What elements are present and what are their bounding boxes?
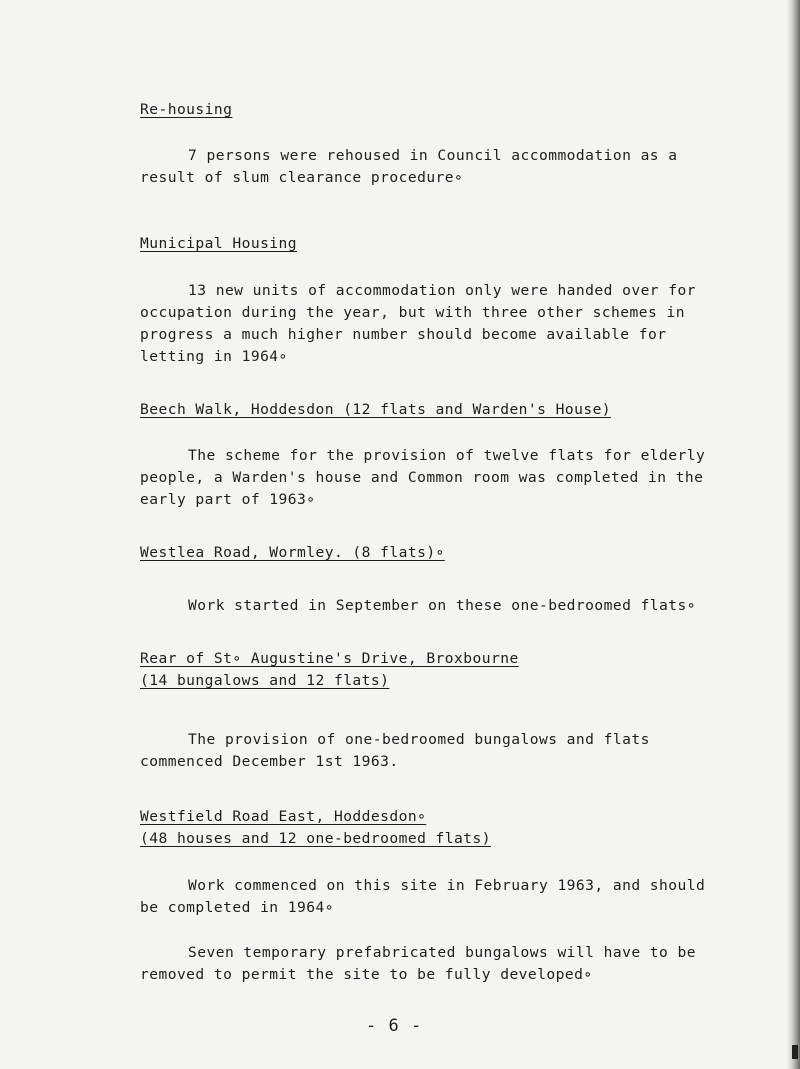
paragraph-line: 13 new units of accommodation only were handed over for — [188, 282, 696, 299]
paragraph-line: Work started in September on these one-bedroomed flats∘ — [188, 597, 696, 614]
scan-edge-shadow — [786, 0, 800, 1069]
heading-re-housing: Re-housing — [140, 101, 233, 118]
heading-municipal-housing: Municipal Housing — [140, 235, 298, 252]
paragraph-line: progress a much higher number should become available for — [140, 326, 667, 343]
paragraph-line: commenced December 1st 1963. — [140, 753, 399, 770]
heading-westfield-road-east-sub: (48 houses and 12 one-bedroomed flats) — [140, 830, 491, 847]
heading-westfield-road-east: Westfield Road East, Hoddesdon∘ — [140, 808, 427, 825]
paragraph-line: result of slum clearance procedure∘ — [140, 169, 464, 186]
paragraph-line: removed to permit the site to be fully developed∘ — [140, 966, 593, 983]
paragraph-line: be completed in 1964∘ — [140, 899, 334, 916]
page-number: - 6 - — [366, 1016, 423, 1036]
scan-edge-mark — [792, 1045, 798, 1059]
paragraph-line: The scheme for the provision of twelve flats for elderly — [188, 447, 706, 464]
paragraph-line: early part of 1963∘ — [140, 491, 316, 508]
paragraph-line: letting in 1964∘ — [140, 348, 288, 365]
heading-st-augustines-drive: Rear of St∘ Augustine's Drive, Broxbourne — [140, 650, 519, 667]
paragraph-line: people, a Warden's house and Common room was completed in the — [140, 469, 704, 486]
heading-beech-walk: Beech Walk, Hoddesdon (12 flats and Warden's House) — [140, 401, 612, 418]
paragraph-line: occupation during the year, but with three other schemes in — [140, 304, 685, 321]
paragraph-line: Seven temporary prefabricated bungalows will have to be — [188, 944, 696, 961]
paragraph-line: The provision of one-bedroomed bungalows and flats — [188, 731, 650, 748]
heading-westlea-road: Westlea Road, Wormley. (8 flats)∘ — [140, 544, 445, 561]
heading-st-augustines-drive-sub: (14 bungalows and 12 flats) — [140, 672, 390, 689]
paragraph-line: 7 persons were rehoused in Council accommodation as a — [188, 147, 678, 164]
paragraph-line: Work commenced on this site in February 1963, and should — [188, 877, 706, 894]
